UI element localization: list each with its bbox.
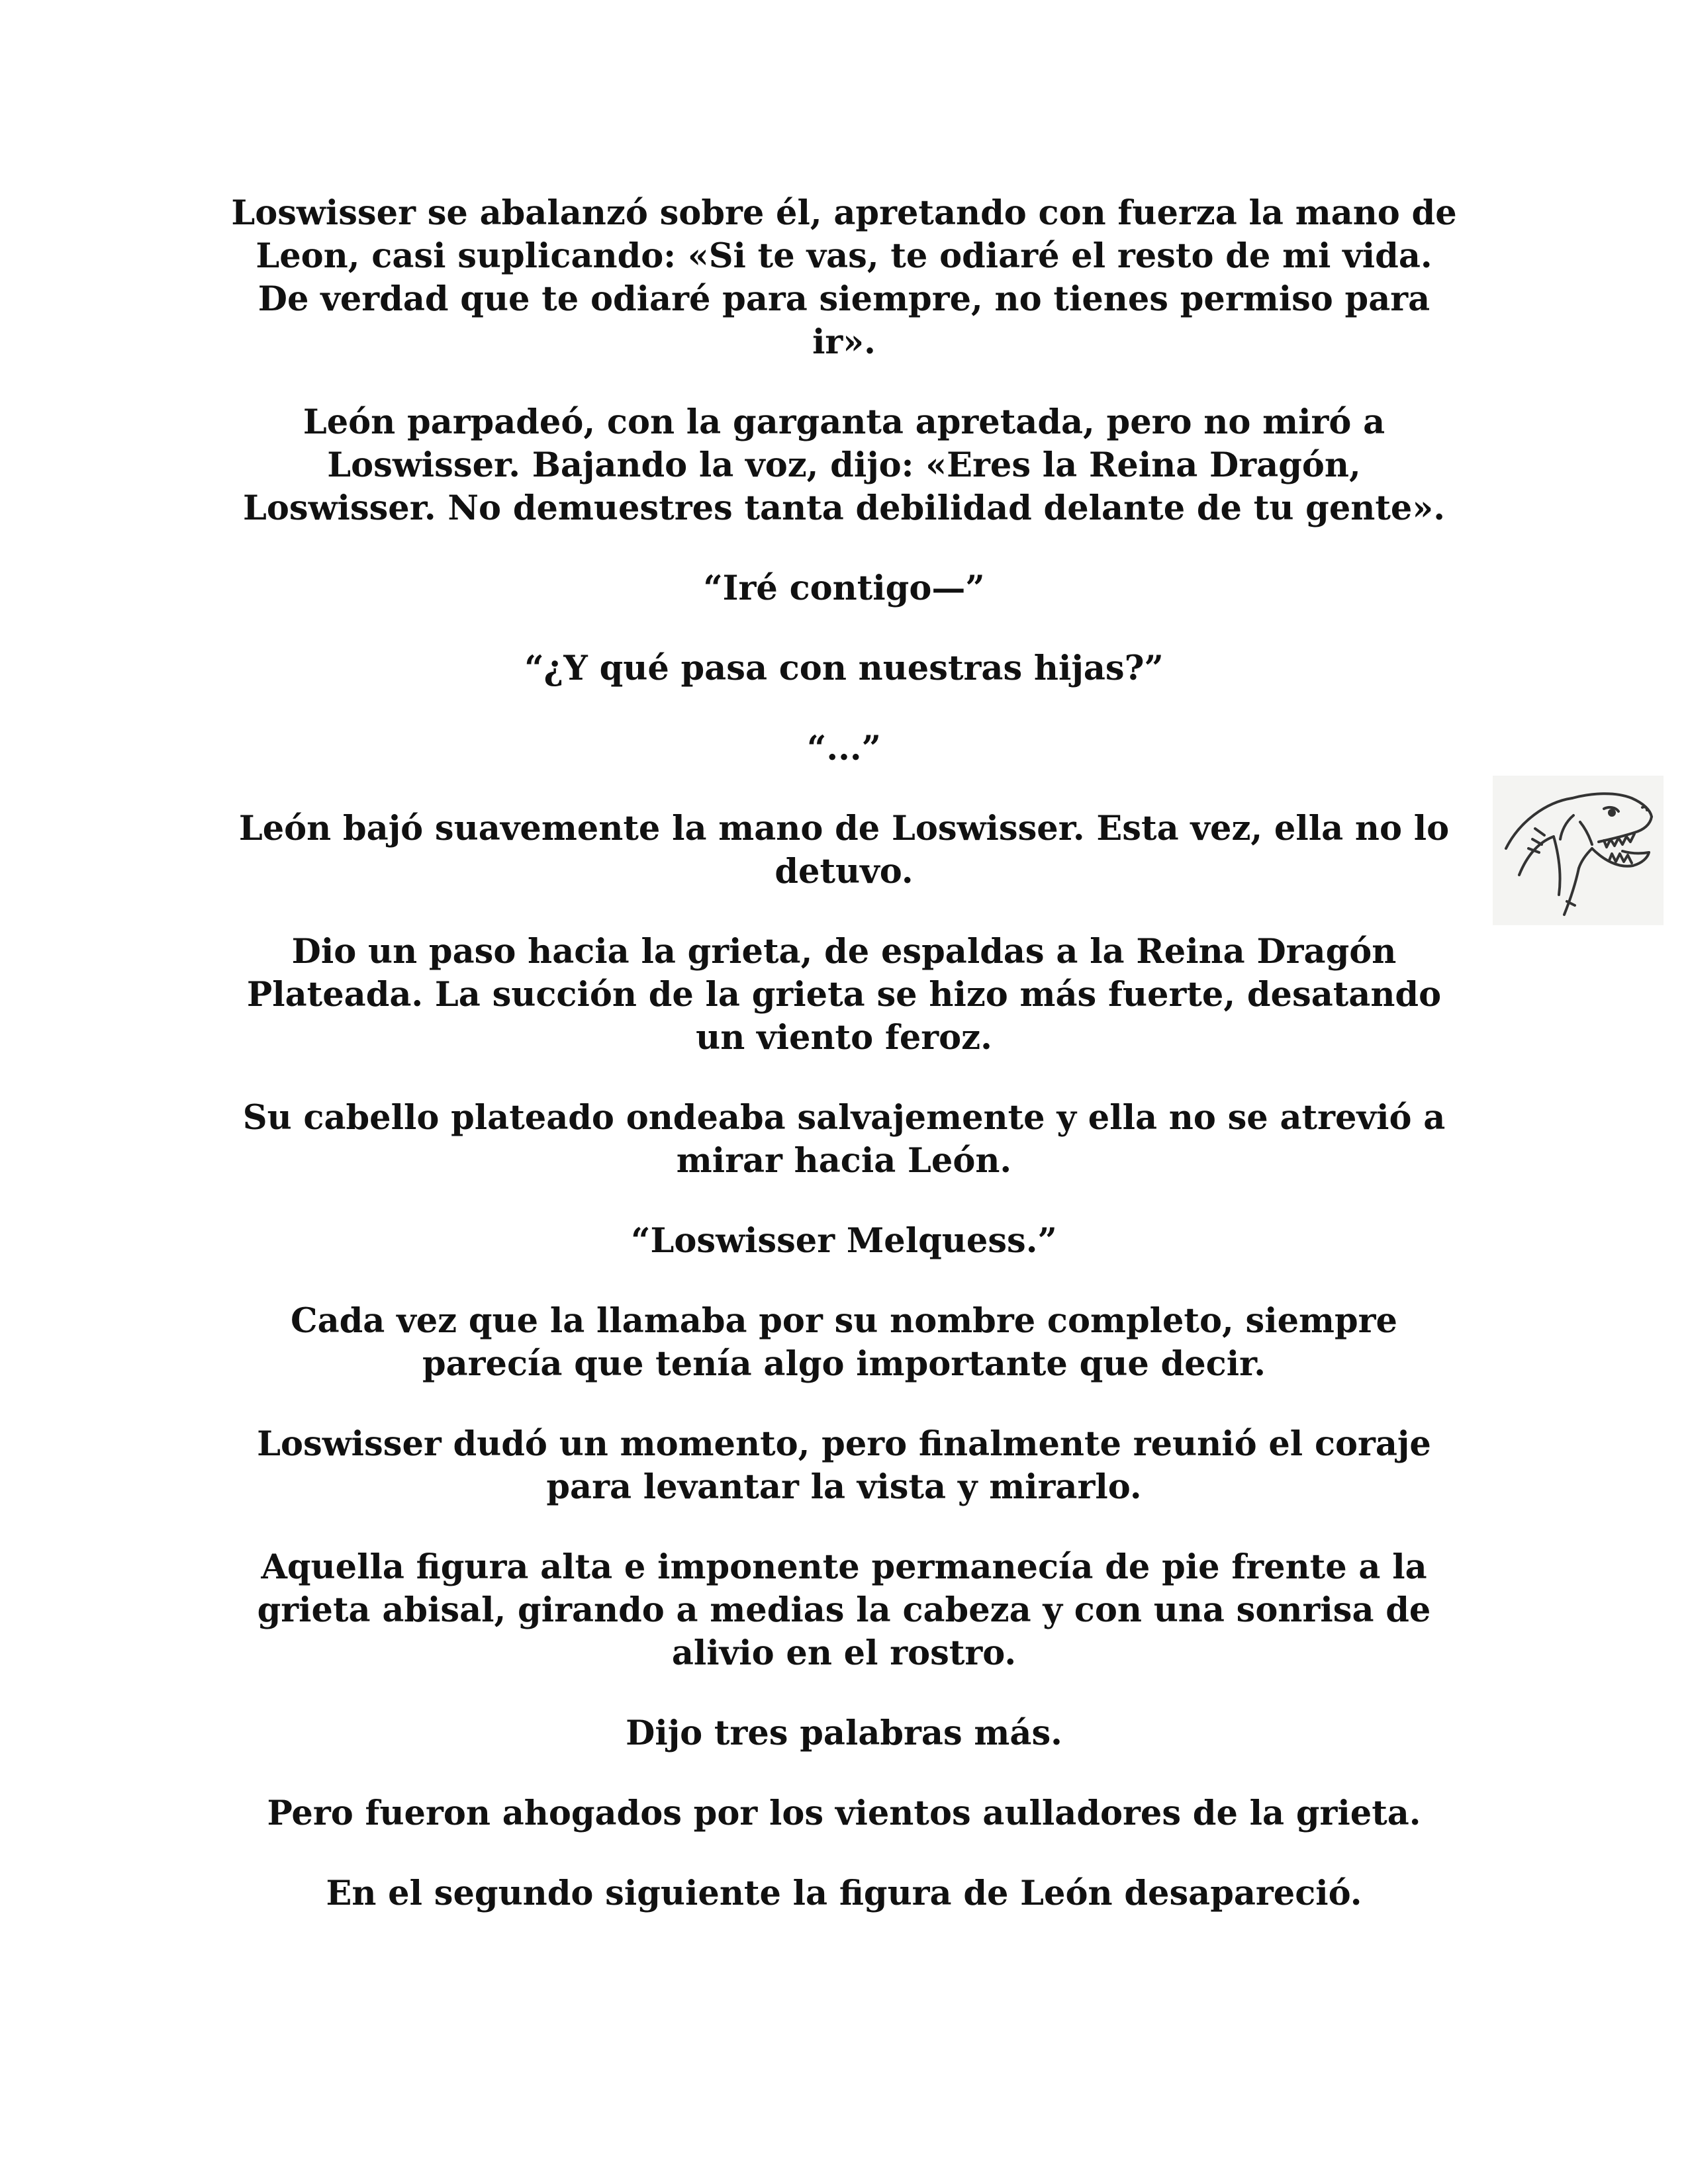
paragraph: Loswisser se abalanzó sobre él, apretando con fuerza la mano de Leon, casi suplicando: «Si te vas, te odiaré el resto de mi vida. De verdad que te odiaré para siempre, no tienes permiso para ir». xyxy=(231,193,1457,362)
paragraph: “Iré contigo—” xyxy=(703,569,985,608)
paragraph: En el segundo siguiente la figura de León desapareció. xyxy=(326,1874,1362,1913)
paragraph: “...” xyxy=(807,729,881,768)
paragraph: León bajó suavemente la mano de Loswisser. Esta vez, ella no lo detuvo. xyxy=(238,809,1450,891)
paragraph: Loswisser dudó un momento, pero finalmente reunió el coraje para levantar la vista y mirarlo. xyxy=(257,1424,1431,1507)
paragraph: Su cabello plateado ondeaba salvajemente y ella no se atrevió a mirar hacia León. xyxy=(242,1098,1446,1181)
paragraph: Dijo tres palabras más. xyxy=(626,1713,1062,1753)
story-text xyxy=(225,192,1463,1952)
paragraph: Aquella figura alta e imponente permanecía de pie frente a la grieta abisal, girando a medias la cabeza y con una sonrisa de alivio en el rostro. xyxy=(257,1547,1431,1673)
dinosaur-illustration xyxy=(1493,776,1664,925)
paragraph: “¿Y qué pasa con nuestras hijas?” xyxy=(524,649,1164,688)
paragraph: Cada vez que la llamaba por su nombre completo, siempre parecía que tenía algo importante que decir. xyxy=(291,1301,1397,1384)
paragraph: Dio un paso hacia la grieta, de espaldas a la Reina Dragón Plateada. La succión de la grieta se hizo más fuerte, desatando un viento feroz. xyxy=(246,932,1442,1058)
dinosaur-head-sketch-icon xyxy=(1493,776,1664,925)
paragraph: León parpadeó, con la garganta apretada, pero no miró a Loswisser. Bajando la voz, dijo: «Eres la Reina Dragón, Loswisser. No demuestres tanta debilidad delante de tu gente». xyxy=(243,402,1445,528)
paragraph: “Loswisser Melquess.” xyxy=(631,1221,1057,1261)
paragraph: Pero fueron ahogados por los vientos aulladores de la grieta. xyxy=(267,1794,1421,1833)
